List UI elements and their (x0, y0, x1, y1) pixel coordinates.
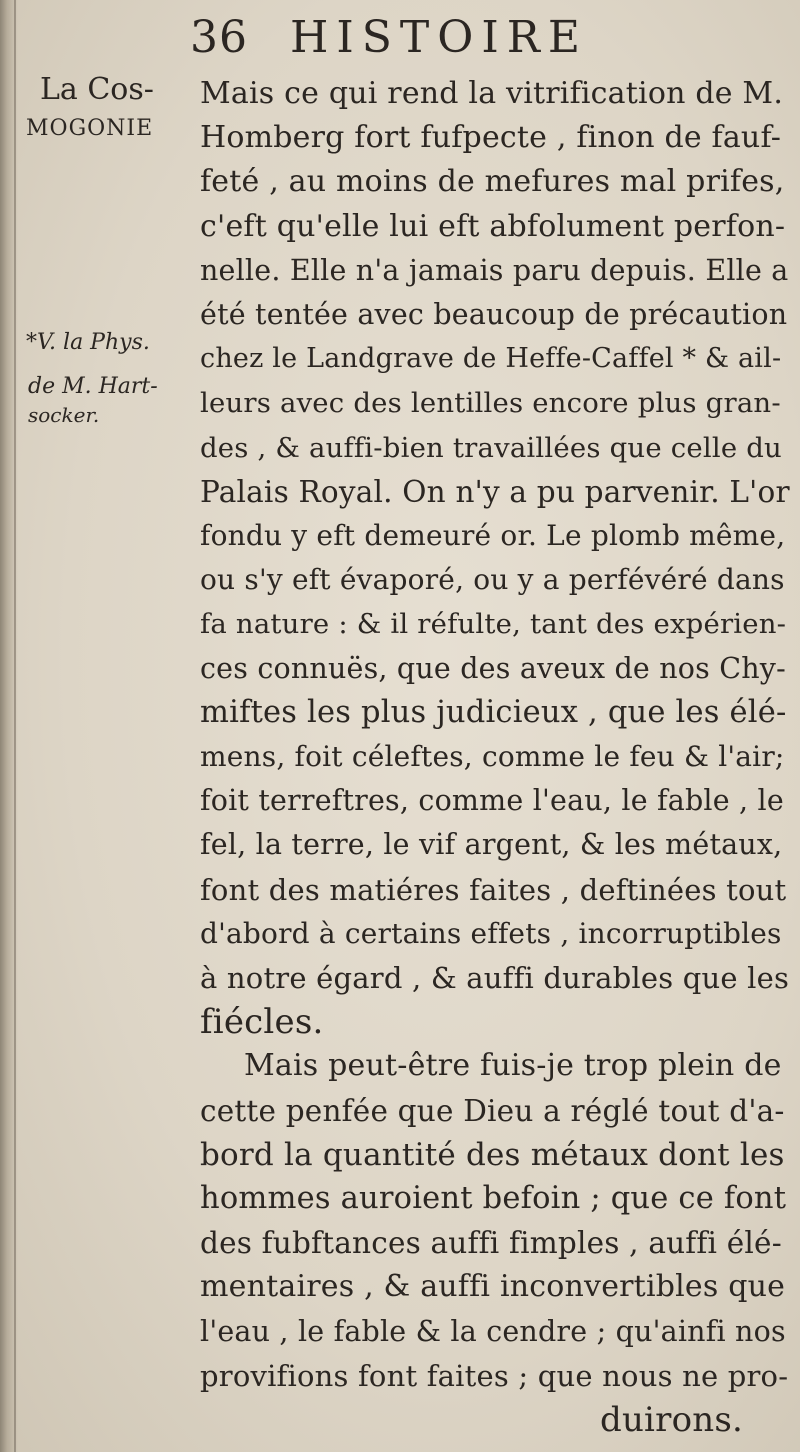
running-head-title: HISTOIRE (290, 12, 588, 63)
text-line: Homberg fort fufpecte , finon de fauf- (200, 120, 782, 156)
text-line: fiécles. (200, 1002, 324, 1043)
text-line: fel, la terre, le vif argent, & les métaux, (200, 828, 783, 862)
text-line: cette penfée que Dieu a réglé tout d'a- (200, 1093, 785, 1128)
text-line: provifions font faites ; que nous ne pro- (200, 1358, 789, 1393)
text-line: miftes les plus judicieux , que les élé- (200, 694, 787, 730)
text-line: l'eau , le fable & la cendre ; qu'ainfi nos (200, 1314, 786, 1348)
text-line: des , & auffi-bien travaillées que celle du (200, 431, 782, 464)
text-line: des fubftances auffi fimples , auffi élé- (200, 1226, 782, 1261)
text-line: à notre égard , & auffi durables que les (200, 961, 790, 995)
text-line: chez le Landgrave de Heffe-Caffel * & ail- (200, 343, 782, 375)
text-line: ces connuës, que des aveux de nos Chy- (200, 651, 786, 685)
text-line: mentaires , & auffi inconvertibles que (200, 1269, 786, 1305)
text-line: feté , au moins de mefures mal prifes, (200, 164, 785, 200)
text-line: d'abord à certains effets , incorruptibles (200, 916, 782, 950)
text-line: Mais ce qui rend la vitrification de M. (200, 76, 784, 111)
margin-note-socker: socker. (28, 403, 100, 427)
text-line: mens, foit céleftes, comme le feu & l'air; (200, 740, 785, 773)
text-line: ou s'y eft évaporé, ou y a perfévéré dans (200, 563, 785, 597)
margin-note-de-m-hart: de M. Hart- (28, 374, 158, 399)
text-line: fondu y eft demeuré or. Le plomb même, (200, 519, 786, 552)
text-line: nelle. Elle n'a jamais paru depuis. Elle a (200, 253, 789, 287)
text-line: leurs avec des lentilles encore plus gran- (200, 387, 781, 420)
text-line: Mais peut-être fuis-je trop plein de (244, 1048, 782, 1084)
margin-note-mogonie: MOGONIE (26, 116, 154, 141)
text-line: font des matiéres faites , deftinées tout (200, 872, 787, 907)
running-head (180, 10, 700, 66)
text-line: c'eft qu'elle lui eft abfolument perfon- (200, 208, 786, 244)
text-line: foit terreftres, comme l'eau, le fable , le (200, 784, 784, 818)
text-line: fa nature : & il réfulte, tant des expérien- (200, 608, 787, 641)
text-line-last: duirons. (600, 1400, 744, 1440)
binding-edge (14, 0, 16, 1452)
text-line: Palais Royal. On n'y a pu parvenir. L'or (200, 474, 790, 509)
margin-note-la-cos: La Cos- (40, 72, 154, 107)
margin-note-v-la-phys: *V. la Phys. (26, 330, 150, 355)
text-line: bord la quantité des métaux dont les (200, 1136, 785, 1173)
page-number: 36 (190, 12, 248, 63)
text-line: été tentée avec beaucoup de précaution (200, 298, 788, 331)
text-line: hommes auroient befoin ; que ce font (200, 1181, 787, 1216)
